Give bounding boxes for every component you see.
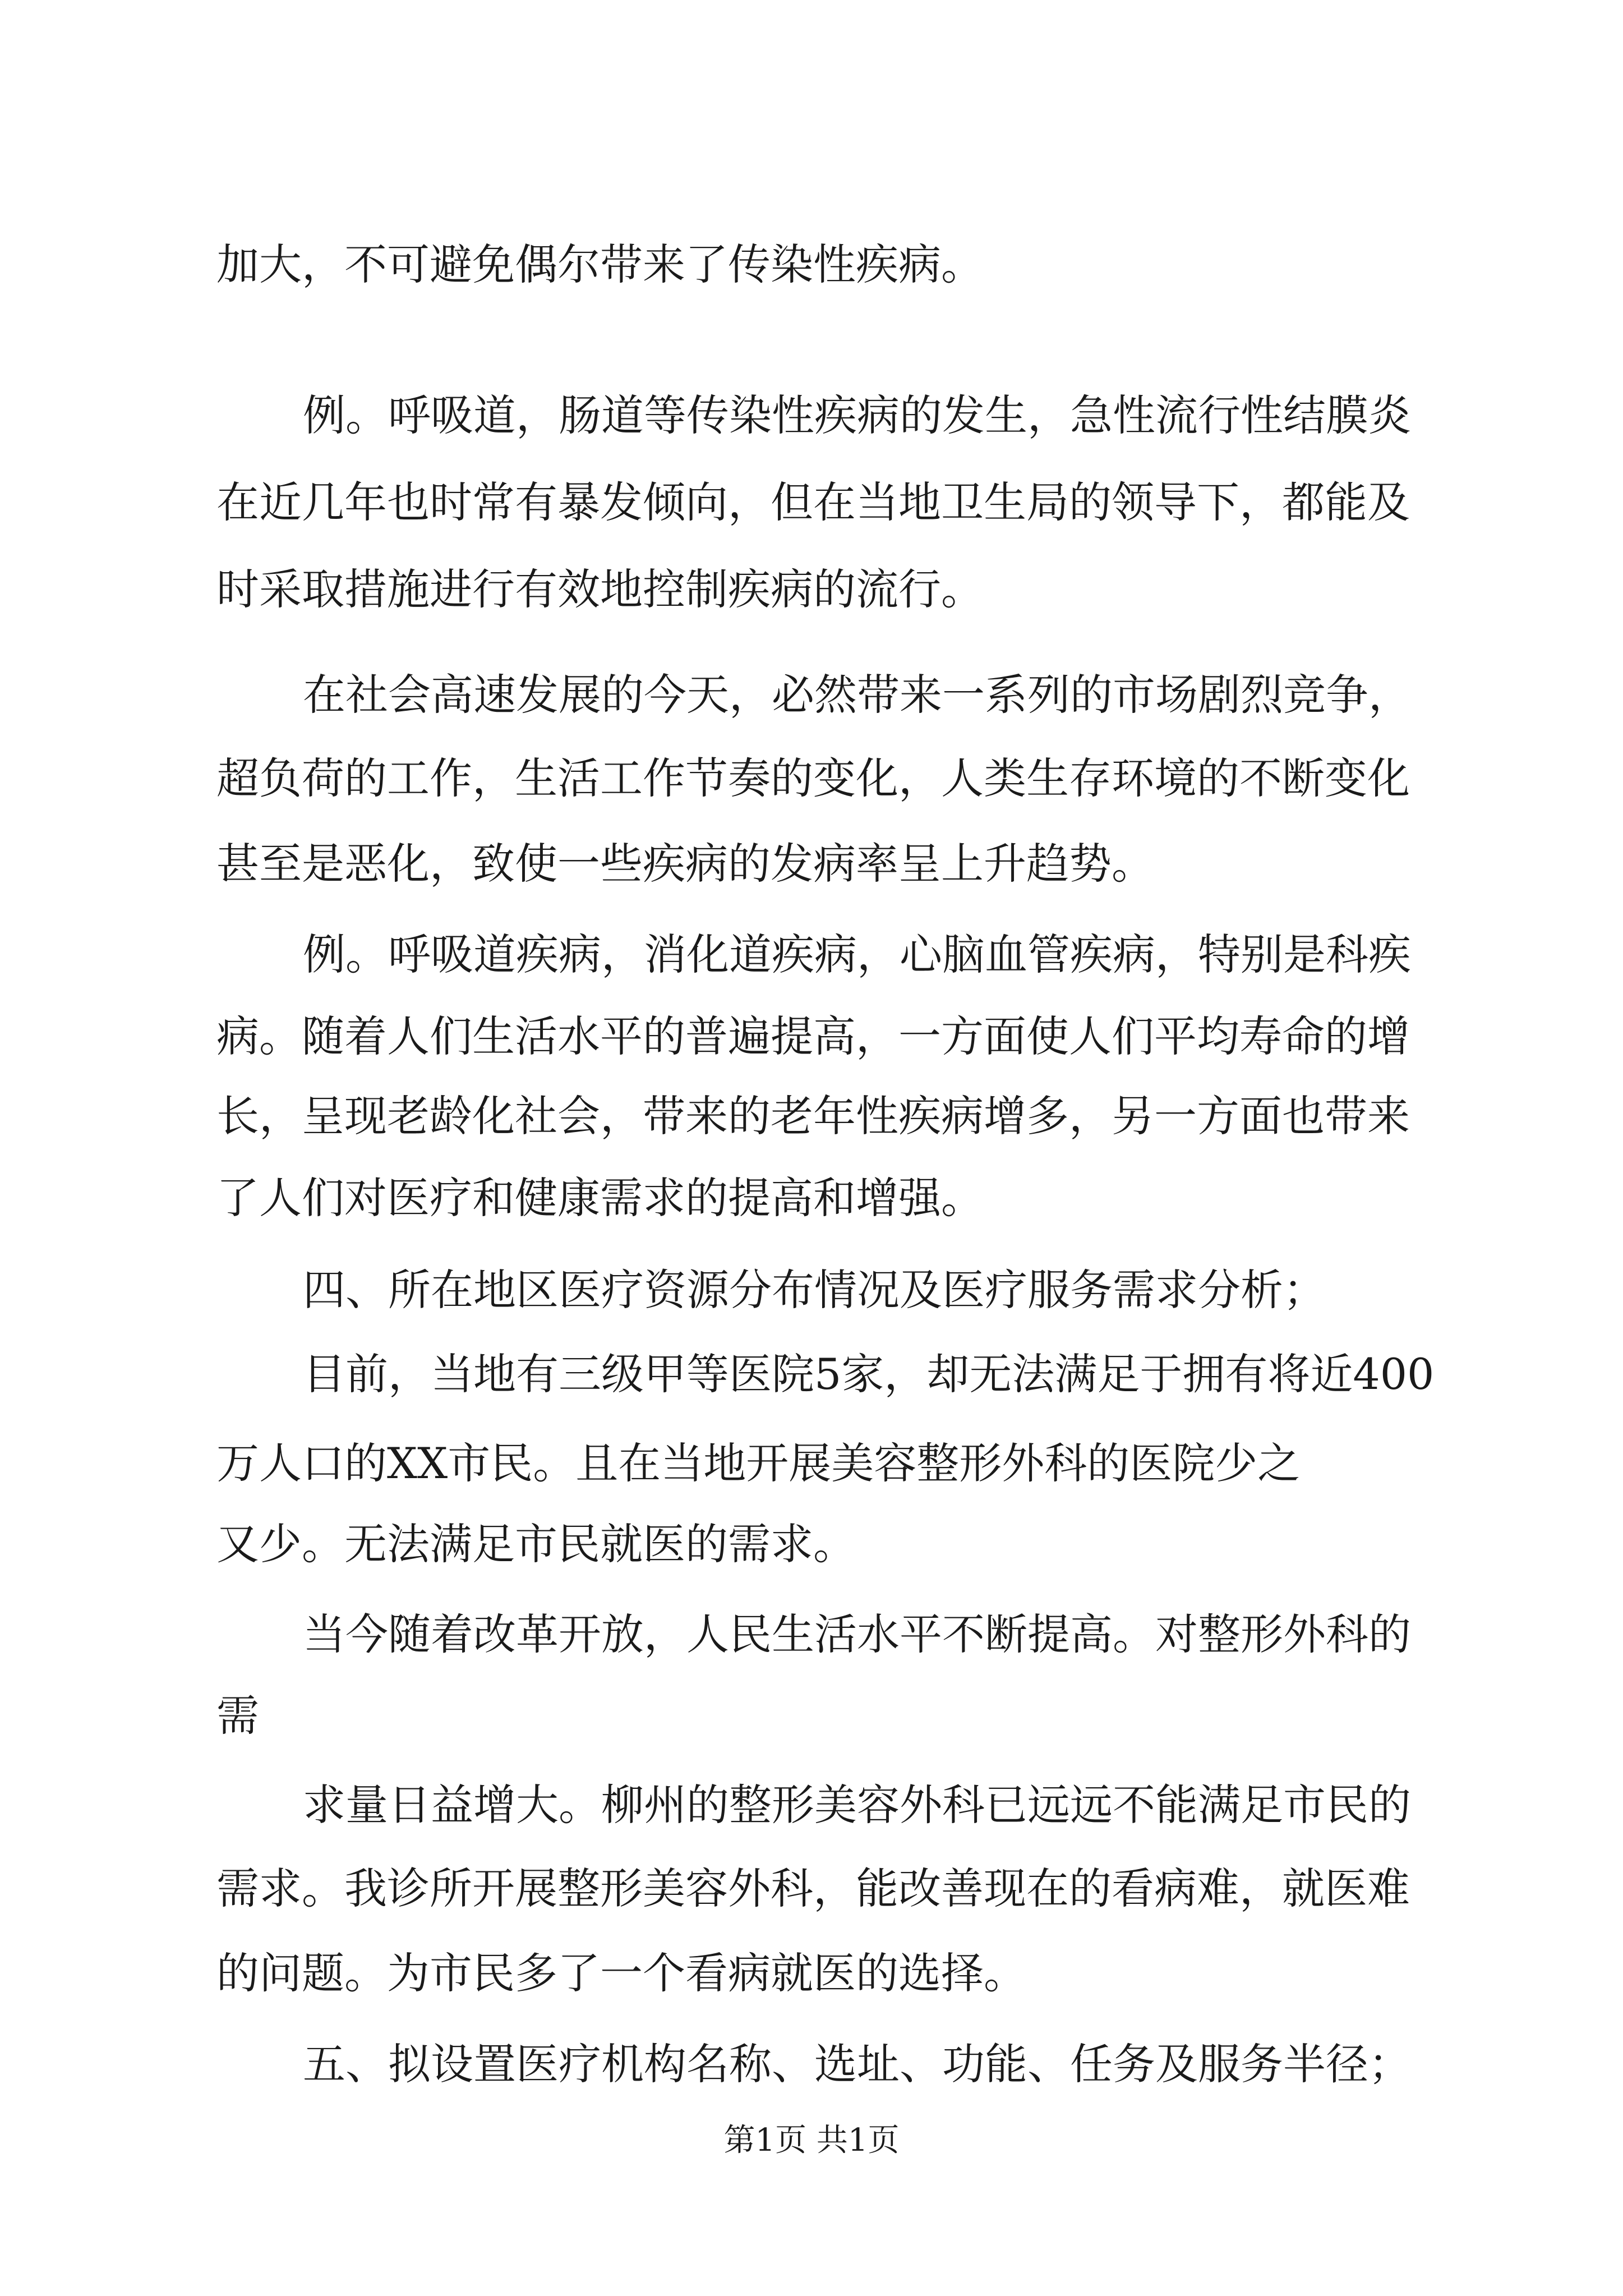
text-line: 例。呼吸道，肠道等传染性疾病的发生，急性流行性结膜炎 [303, 390, 1411, 440]
section-heading: 五、拟设置医疗机构名称、选址、功能、任务及服务半径； [303, 2039, 1411, 2089]
text-line: 了人们对医疗和健康需求的提高和增强。 [216, 1173, 984, 1223]
text-line: 超负荷的工作，生活工作节奏的变化，人类生存环境的不断变化 [216, 753, 1410, 803]
page-footer: 第1页 共1页 [723, 2122, 900, 2159]
text-line: 又少。无法满足市民就医的需求。 [216, 1519, 856, 1569]
text-line: 加大，不可避免偶尔带来了传染性疾病。 [216, 240, 984, 289]
text-line: 时采取措施进行有效地控制疾病的流行。 [216, 564, 984, 614]
text-line: 长，呈现老龄化社会，带来的老年性疾病增多，另一方面也带来 [216, 1091, 1410, 1141]
text-line: 甚至是恶化，致使一些疾病的发病率呈上升趋势。 [216, 839, 1154, 889]
text-line: 在近几年也时常有暴发倾向，但在当地卫生局的领导下，都能及 [216, 477, 1410, 527]
text-line: 需求。我诊所开展整形美容外科，能改善现在的看病难，就医难 [216, 1864, 1410, 1913]
text-line: 病。随着人们生活水平的普遍提高，一方面使人们平均寿命的增 [216, 1011, 1410, 1061]
text-line: 万人口的XX市民。且在当地开展美容整形外科的医院少之 [216, 1438, 1301, 1488]
text-line: 的问题。为市民多了一个看病就医的选择。 [216, 1948, 1026, 1998]
text-line: 当今随着改革开放，人民生活水平不断提高。对整形外科的 [303, 1609, 1411, 1659]
text-line: 求量日益增大。柳州的整形美容外科已远远不能满足市民的 [303, 1780, 1411, 1830]
text-line: 例。呼吸道疾病，消化道疾病，心脑血管疾病，特别是科疾 [303, 930, 1411, 979]
text-line: 目前，当地有三级甲等医院5家，却无法满足于拥有将近400 [303, 1349, 1435, 1399]
text-line: 需 [216, 1691, 259, 1741]
section-heading: 四、所在地区医疗资源分布情况及医疗服务需求分析； [303, 1265, 1326, 1315]
text-line: 在社会高速发展的今天，必然带来一系列的市场剧烈竞争， [303, 670, 1411, 720]
